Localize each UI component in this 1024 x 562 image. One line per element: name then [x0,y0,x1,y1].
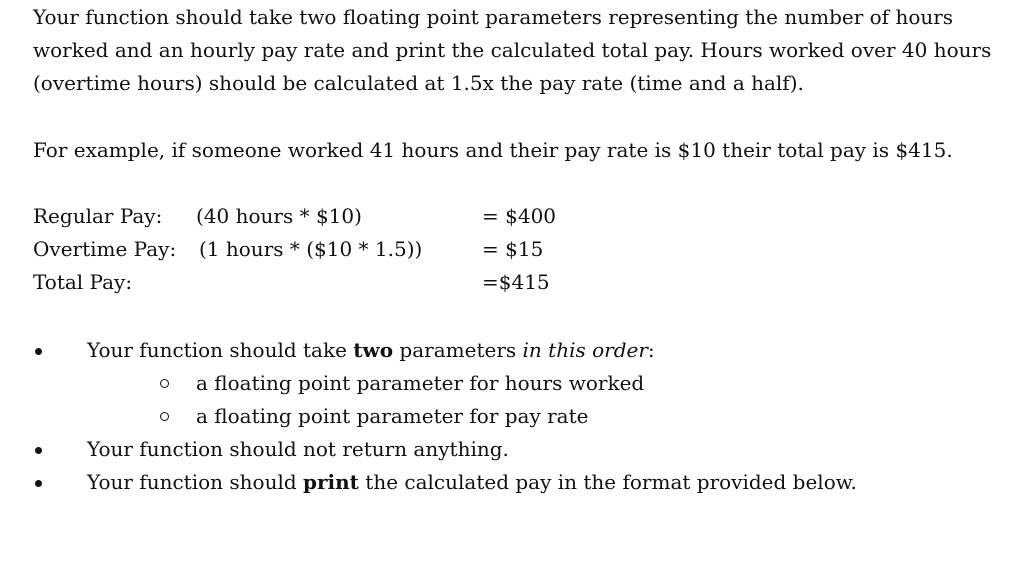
intro-paragraph [33,1,991,100]
calc-result: = $15 [482,237,544,261]
calc-label: Overtime Pay: [33,237,177,261]
calc-label: Total Pay: [33,270,133,294]
hollow-bullet-icon [160,379,169,388]
bullet-icon [35,447,42,454]
sub-list-item [33,400,993,433]
example-text: For example, if someone worked 41 hours and their pay rate is $10 their total pay is $415. [33,138,953,162]
calc-result: =$415 [482,270,550,294]
sub-list-item-text: a floating point parameter for hours worked [196,371,645,395]
pay-calculation-table [33,200,733,299]
sub-list-item-text: a floating point parameter for pay rate [196,404,589,428]
list-item-text: Your function should print the calculated pay in the format provided below. [87,470,857,494]
emphasis-italic: in this order [522,338,648,362]
hollow-bullet-icon [160,412,169,421]
list-item [33,466,993,499]
bullet-icon [35,348,42,355]
calc-formula: (1 hours * ($10 * 1.5)) [199,237,423,261]
list-item [33,433,993,466]
bullet-icon [35,480,42,487]
calc-row-overtime [33,233,733,266]
intro-line-3: (overtime hours) should be calculated at 1.5x the pay rate (time and a half). [33,71,804,95]
list-item-text: Your function should not return anything. [87,437,509,461]
calc-row-total [33,266,733,299]
sub-list-item [33,367,993,400]
emphasis-bold: print [303,470,359,494]
intro-line-1: Your function should take two floating point parameters representing the number of hours [33,5,954,29]
calc-result: = $400 [482,204,557,228]
example-paragraph [33,134,953,167]
calc-row-regular [33,200,733,233]
emphasis-bold: two [353,338,394,362]
intro-line-2: worked and an hourly pay rate and print the calculated total pay. Hours worked over 40 hours [33,38,992,62]
list-item-text: Your function should take two parameters in this order: [87,338,655,362]
list-item [33,334,993,367]
requirements-list [33,334,993,499]
calc-formula: (40 hours * $10) [196,204,362,228]
calc-label: Regular Pay: [33,204,163,228]
